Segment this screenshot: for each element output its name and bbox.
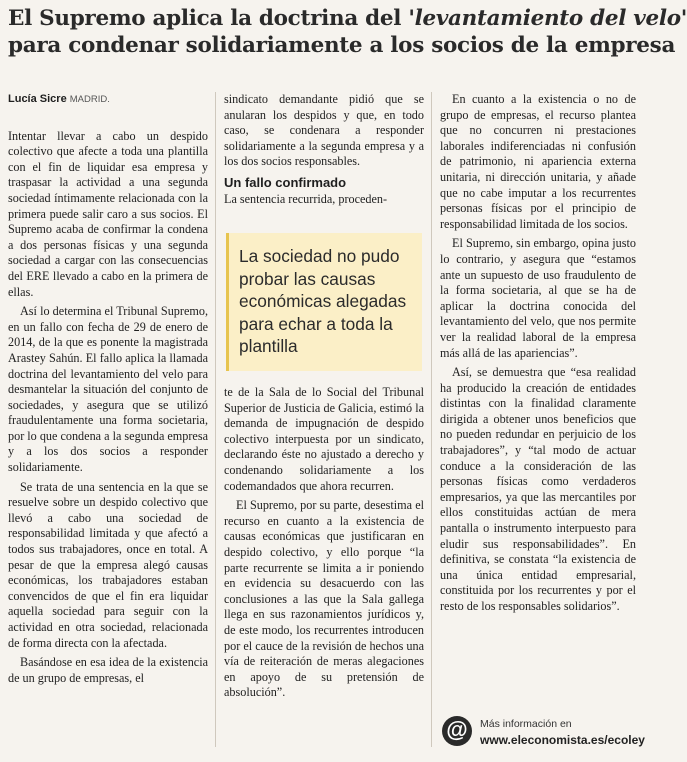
headline-line-2: para condenar solidariamente a los socios de la empresa bbox=[8, 33, 676, 58]
paragraph: El Supremo, por su parte, desestima el recurso en cuanto a la existencia de causas económicas que justificaran en despido colectivo, y ello porque “la parte recurrente se limita a ir poniendo en evidencia su desacuerdo con las conclusiones a las que la Sala gallega llega en sus razonamientos jurídicos y, de este modo, los recurrentes introducen por el cauce de la revisión de hechos una vía de reiteración de meras alegaciones en apoyo de su pretensión de absolución”. bbox=[224, 498, 424, 700]
pull-quote bbox=[226, 233, 422, 371]
paragraph: Se trata de una sentencia en la que se resuelve sobre un despido colectivo que llevó a cabo una sociedad de responsabilidad limitada y que afectó a todos sus trabajadores, once en total. A pesar de que la empresa alegó causas económicas, los trabajadores estaban convencidos de que el fin era liquidar aquella sociedad para seguir con la actividad en otra sociedad, relacionada de forma directa con la afectada. bbox=[8, 479, 208, 650]
column-1 bbox=[8, 92, 208, 686]
headline-line-1 bbox=[8, 6, 687, 32]
at-icon: @ bbox=[442, 716, 472, 746]
column-2-top bbox=[224, 92, 424, 207]
paragraph: sindicato demandante pidió que se anularan los despidos y que, en todo caso, se condenara a responder solidariamente a la segunda empresa y a los dos socios responsables. bbox=[224, 92, 424, 169]
more-info-link[interactable]: www.eleconomista.es/ecoley bbox=[480, 733, 645, 747]
byline-location: MADRID. bbox=[69, 94, 110, 105]
paragraph: En cuanto a la existencia o no de grupo de empresas, el recurso plantea que no concurren ni prestaciones laborales indiferenciadas ni confusión de patrimonio, ni apariencia externa unitaria, ni dirección unitaria, y añade que no cabe imputar a los recurrentes personas físicas por el principio de responsabilidad limitada de los socios. bbox=[440, 92, 636, 231]
headline bbox=[8, 6, 687, 60]
paragraph: Así, se demuestra que “esa realidad ha producido la creación de entidades distintas con la finalidad claramente dirigida a obtener unos beneficios que no pueden redundar en perjuicio de los trabajadores”, y “tal modo de actuar conduce a la consideración de las personas físicas como verdaderos empresarios, ya que las mercantiles por ellos constituidas actúan de mera pantalla o instrumento interpuesto para eludir sus responsabilidades”. En definitiva, se constata “la existencia de una única entidad empresarial, constituida por los recurrentes y por el resto de los responsables solidarios”. bbox=[440, 365, 636, 613]
more-info-label: Más información en bbox=[480, 718, 572, 730]
pull-quote-bar bbox=[226, 233, 229, 371]
byline bbox=[8, 92, 208, 108]
column-3 bbox=[440, 92, 636, 615]
more-info bbox=[442, 716, 645, 756]
paragraph: Basándose en esa idea de la existencia de un grupo de empresas, el bbox=[8, 655, 208, 685]
byline-author: Lucía Sicre bbox=[8, 93, 67, 105]
paragraph: La sentencia recurrida, proceden- bbox=[224, 191, 388, 206]
paragraph: te de la Sala de lo Social del Tribunal Superior de Justicia de Galicia, estimó la demanda de impugnación de despido colectivo interpuesta por un sindicato, declarando éste no ajustado a derecho y condenando solidariamente a los codemandados que ahora recurren. bbox=[224, 385, 424, 493]
paragraph: Intentar llevar a cabo un despido colectivo que afecte a toda una plantilla con el fin de liquidar esa empresa y traspasar la actividad a una segunda sociedad íntimamente relacionada con la primera puede salir caro a sus socios. El Supremo acaba de confirmar la condena a dos personas físicas y una segunda sociedad a cargar con las consecuencias del ERE llevado a cabo en la primera de ellas. bbox=[8, 128, 208, 299]
pull-quote-text: La sociedad no pudo probar las causas económicas alegadas para echar a toda la plantilla bbox=[239, 246, 407, 356]
paragraph: El Supremo, sin embargo, opina justo lo contrario, y asegura que “estamos ante un supuesto de uso fraudulento de la forma societaria, al que se ha de aplicar la doctrina conocida del levantamiento del velo, que nos permite ver la realidad laboral de la empresa más allá de las apariencias”. bbox=[440, 236, 636, 360]
subheading: Un fallo confirmado bbox=[224, 174, 347, 190]
headline-line-1-text: El Supremo aplica la doctrina del bbox=[8, 6, 409, 31]
paragraph: Así lo determina el Tribunal Supremo, en un fallo con fecha de 29 de enero de 2014, de la que es ponente la magistrada Arastey Sahún. El fallo aplica la llamada doctrina del levantamiento del velo para desmantelar la situación del conjunto de sociedades, y asegura que se utilizó fraudulentamente una forma societaria, por lo que condena a la segunda empresa y a los dos socios a responder solidariamente. bbox=[8, 304, 208, 475]
column-rule bbox=[431, 92, 432, 747]
column-rule bbox=[215, 92, 216, 747]
column-2-bottom bbox=[224, 385, 424, 701]
headline-line-1-italic: 'levantamiento del velo' bbox=[408, 6, 687, 31]
